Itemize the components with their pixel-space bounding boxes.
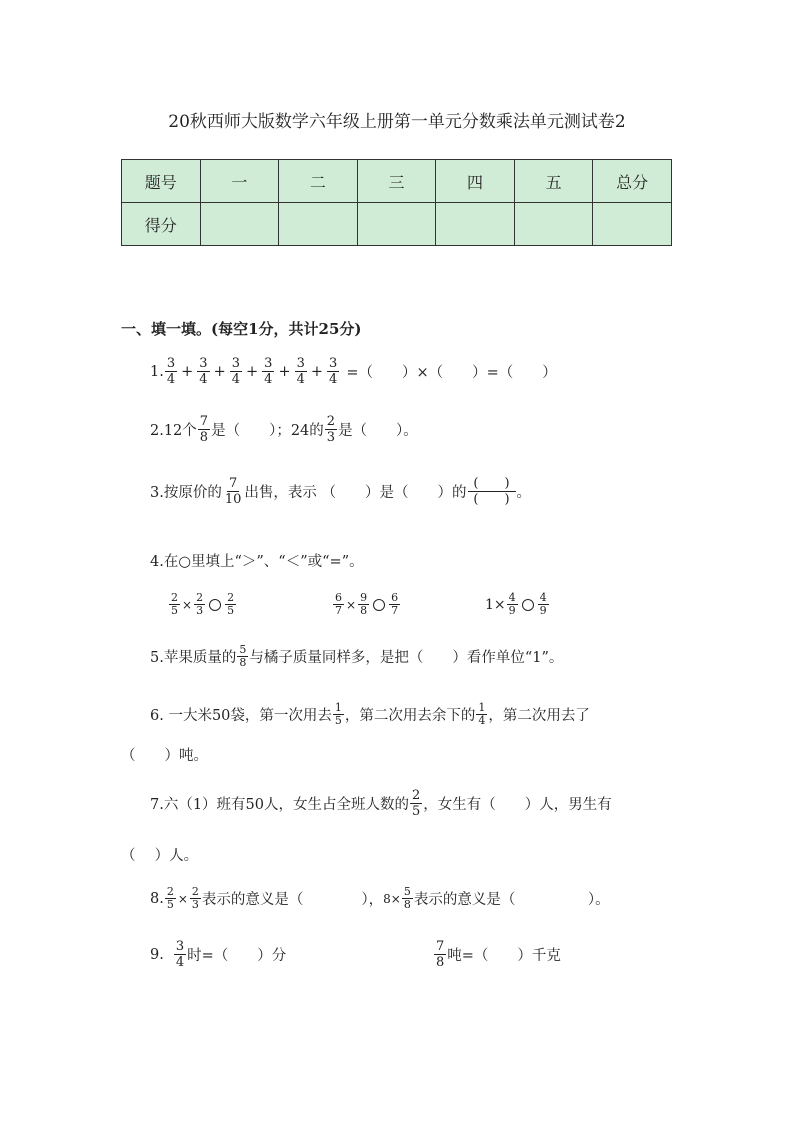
fraction-numerator: 1 bbox=[478, 701, 486, 714]
fraction bbox=[194, 592, 205, 617]
question-6 bbox=[150, 702, 590, 727]
fraction bbox=[223, 476, 244, 507]
q7-answer-line[interactable]: （ ）人。 bbox=[121, 848, 199, 864]
q5-text-1: 5.苹果质量的 bbox=[150, 650, 237, 666]
fraction-numerator: 2 bbox=[166, 885, 174, 898]
fraction bbox=[237, 644, 248, 669]
fraction-numerator: 6 bbox=[391, 591, 399, 604]
fraction bbox=[174, 939, 186, 970]
fraction-denominator: 3 bbox=[191, 898, 199, 911]
fraction bbox=[507, 592, 518, 617]
fraction bbox=[327, 356, 339, 387]
fraction-denominator: 5 bbox=[166, 898, 174, 911]
fraction-denominator: 4 bbox=[329, 372, 338, 387]
plus-sign: + bbox=[278, 363, 291, 380]
plus-sign: + bbox=[246, 363, 259, 380]
fraction bbox=[198, 414, 210, 445]
fraction-denominator: 4 bbox=[231, 372, 240, 387]
fraction bbox=[538, 592, 549, 617]
fraction-denominator: 8 bbox=[403, 898, 411, 911]
score-header-cell: 题号 bbox=[122, 160, 201, 203]
question-2 bbox=[150, 414, 418, 445]
q6-answer-line[interactable]: （ ）吨。 bbox=[121, 748, 208, 764]
fraction-denominator: 4 bbox=[296, 372, 305, 387]
q8-text-2[interactable]: 表示的意义是（ ）， bbox=[201, 892, 384, 908]
fraction bbox=[165, 886, 176, 911]
fraction-numerator: 2 bbox=[227, 591, 235, 604]
fraction-denominator: 7 bbox=[335, 604, 342, 617]
fraction-denominator: 8 bbox=[239, 656, 247, 669]
fraction-numerator: 2 bbox=[412, 788, 421, 803]
score-input-cell[interactable] bbox=[593, 203, 672, 246]
compare-lead-text: 1× bbox=[485, 596, 506, 613]
fraction bbox=[262, 356, 274, 387]
q1-number: 1. bbox=[150, 363, 164, 380]
fraction-denominator: 7 bbox=[391, 604, 399, 617]
fraction-numerator: 7 bbox=[228, 476, 238, 491]
fraction-denominator: 5 bbox=[171, 604, 178, 617]
q8-text-3: 8× bbox=[383, 891, 401, 906]
q6-text-3: ，第二次用去了 bbox=[488, 708, 590, 724]
blank-fraction[interactable] bbox=[468, 476, 516, 507]
score-input-cell[interactable] bbox=[514, 203, 593, 246]
times-sign: × bbox=[346, 597, 357, 612]
fraction bbox=[402, 886, 413, 911]
plus-sign: + bbox=[181, 363, 194, 380]
q9-text-3[interactable]: 吨=（ ）千克 bbox=[447, 948, 561, 964]
compare-circle-icon[interactable] bbox=[209, 599, 221, 611]
plus-sign: + bbox=[213, 363, 226, 380]
compare-item-3 bbox=[485, 592, 550, 617]
fraction-numerator: 7 bbox=[199, 414, 209, 429]
fraction-denominator: 10 bbox=[224, 492, 242, 507]
q8-number: 8. bbox=[150, 890, 164, 907]
fraction-denominator: 5 bbox=[334, 714, 342, 727]
fraction-numerator: 2 bbox=[326, 414, 336, 429]
compare-item-2 bbox=[332, 592, 401, 617]
fraction-numerator: 5 bbox=[403, 885, 411, 898]
q7-text-2[interactable]: ，女生有（ ）人，男生有 bbox=[423, 797, 612, 813]
compare-circle-icon[interactable] bbox=[522, 599, 534, 611]
q9-text-2[interactable]: 时=（ ）分 bbox=[187, 948, 287, 964]
score-header-cell: 总分 bbox=[593, 160, 672, 203]
q2-text-1: 2.12个 bbox=[150, 423, 197, 439]
fraction-numerator: 1 bbox=[334, 701, 342, 714]
fraction-numerator: 3 bbox=[329, 356, 338, 371]
q2-text-2[interactable]: 是（ ）；24的 bbox=[211, 423, 324, 439]
fraction bbox=[165, 356, 177, 387]
fraction-denominator: 4 bbox=[478, 714, 486, 727]
fraction-numerator: 3 bbox=[199, 356, 208, 371]
compare-circle-icon[interactable] bbox=[373, 599, 385, 611]
fraction-denominator: 3 bbox=[326, 430, 336, 445]
fraction-numerator: 3 bbox=[231, 356, 240, 371]
compare-item-1 bbox=[168, 592, 237, 617]
blank-numerator[interactable]: ( ) bbox=[468, 476, 516, 492]
fraction-numerator: 4 bbox=[539, 591, 547, 604]
fraction-numerator: 6 bbox=[335, 591, 342, 604]
fraction bbox=[476, 702, 487, 727]
question-3 bbox=[150, 476, 531, 507]
fraction-numerator: 3 bbox=[166, 356, 176, 371]
score-row-label: 得分 bbox=[122, 203, 201, 246]
fraction-numerator: 4 bbox=[508, 591, 516, 604]
q9-number: 9. bbox=[150, 946, 164, 963]
score-table bbox=[121, 159, 672, 246]
fraction-numerator: 9 bbox=[360, 591, 368, 604]
question-9-part-2 bbox=[433, 939, 561, 970]
plus-sign: + bbox=[310, 363, 324, 380]
fraction-denominator: 4 bbox=[264, 372, 273, 387]
fraction bbox=[389, 592, 400, 617]
fraction bbox=[325, 414, 337, 445]
fraction-denominator: 4 bbox=[199, 372, 208, 387]
fraction bbox=[169, 592, 180, 617]
fraction-numerator: 2 bbox=[196, 591, 204, 604]
page-title: 20秋西师大版数学六年级上册第一单元分数乘法单元测试卷2 bbox=[168, 112, 626, 132]
q2-text-3[interactable]: 是（ ）。 bbox=[338, 423, 418, 439]
q3-text-2[interactable]: 出售，表示 （ ）是（ ）的 bbox=[244, 485, 467, 501]
score-input-cell[interactable] bbox=[436, 203, 515, 246]
fraction-denominator: 4 bbox=[175, 955, 185, 970]
question-9 bbox=[150, 939, 286, 970]
fraction bbox=[333, 592, 344, 617]
fraction bbox=[197, 356, 209, 387]
fraction-numerator: 7 bbox=[436, 939, 445, 954]
q1-answer-blanks[interactable]: =（ ）×（ ）=（ ） bbox=[346, 365, 557, 381]
fraction-numerator: 5 bbox=[239, 643, 247, 656]
blank-denominator[interactable]: ( ) bbox=[473, 492, 510, 507]
question-1 bbox=[150, 356, 557, 387]
question-4-text: 4.在○里填上“＞”、“＜”或“=”。 bbox=[150, 554, 364, 570]
fraction-numerator: 2 bbox=[191, 885, 199, 898]
score-table-score-row bbox=[122, 203, 672, 246]
fraction bbox=[225, 592, 236, 617]
q8-text-4[interactable]: 表示的意义是（ ）。 bbox=[413, 892, 610, 908]
question-7 bbox=[150, 788, 612, 819]
fraction-denominator: 8 bbox=[360, 604, 368, 617]
q7-text-1: 7.六（1）班有50人，女生占全班人数的 bbox=[150, 797, 410, 813]
fraction-denominator: 5 bbox=[412, 804, 421, 819]
question-5 bbox=[150, 644, 563, 669]
question-8 bbox=[150, 886, 610, 911]
fraction bbox=[230, 356, 242, 387]
score-input-cell[interactable] bbox=[200, 203, 279, 246]
section-heading: 一、填一填。(每空1分，共计25分) bbox=[121, 320, 362, 338]
score-header-cell: 五 bbox=[514, 160, 593, 203]
fraction-numerator: 3 bbox=[264, 356, 273, 371]
score-header-cell: 二 bbox=[279, 160, 358, 203]
score-header-cell: 一 bbox=[200, 160, 279, 203]
q3-text-3: 。 bbox=[516, 485, 531, 501]
fraction-denominator: 5 bbox=[227, 604, 235, 617]
fraction-denominator: 8 bbox=[199, 430, 209, 445]
fraction-denominator: 9 bbox=[539, 604, 547, 617]
fraction bbox=[190, 886, 201, 911]
score-header-cell: 四 bbox=[436, 160, 515, 203]
times-sign: × bbox=[177, 891, 188, 906]
q3-text-1: 3.按原价的 bbox=[150, 485, 222, 501]
q5-text-2[interactable]: 与橘子质量同样多，是把（ ）看作单位“1”。 bbox=[249, 650, 564, 666]
fraction bbox=[434, 939, 446, 970]
q6-text-2: ，第二次用去余下的 bbox=[344, 708, 476, 724]
fraction bbox=[358, 592, 369, 617]
score-table-header-row bbox=[122, 160, 672, 203]
fraction bbox=[410, 788, 422, 819]
score-header-cell: 三 bbox=[357, 160, 436, 203]
fraction-denominator: 8 bbox=[436, 955, 445, 970]
fraction bbox=[295, 356, 307, 387]
score-input-cell[interactable] bbox=[279, 203, 358, 246]
score-input-cell[interactable] bbox=[357, 203, 436, 246]
fraction-numerator: 3 bbox=[175, 939, 185, 954]
fraction-denominator: 9 bbox=[508, 604, 516, 617]
q6-text-1: 6. 一大米50袋，第一次用去 bbox=[150, 708, 332, 724]
fraction-denominator: 4 bbox=[166, 372, 176, 387]
fraction bbox=[333, 702, 344, 727]
fraction-denominator: 3 bbox=[196, 604, 204, 617]
times-sign: × bbox=[182, 597, 193, 612]
fraction-numerator: 2 bbox=[171, 591, 178, 604]
fraction-numerator: 3 bbox=[296, 356, 305, 371]
